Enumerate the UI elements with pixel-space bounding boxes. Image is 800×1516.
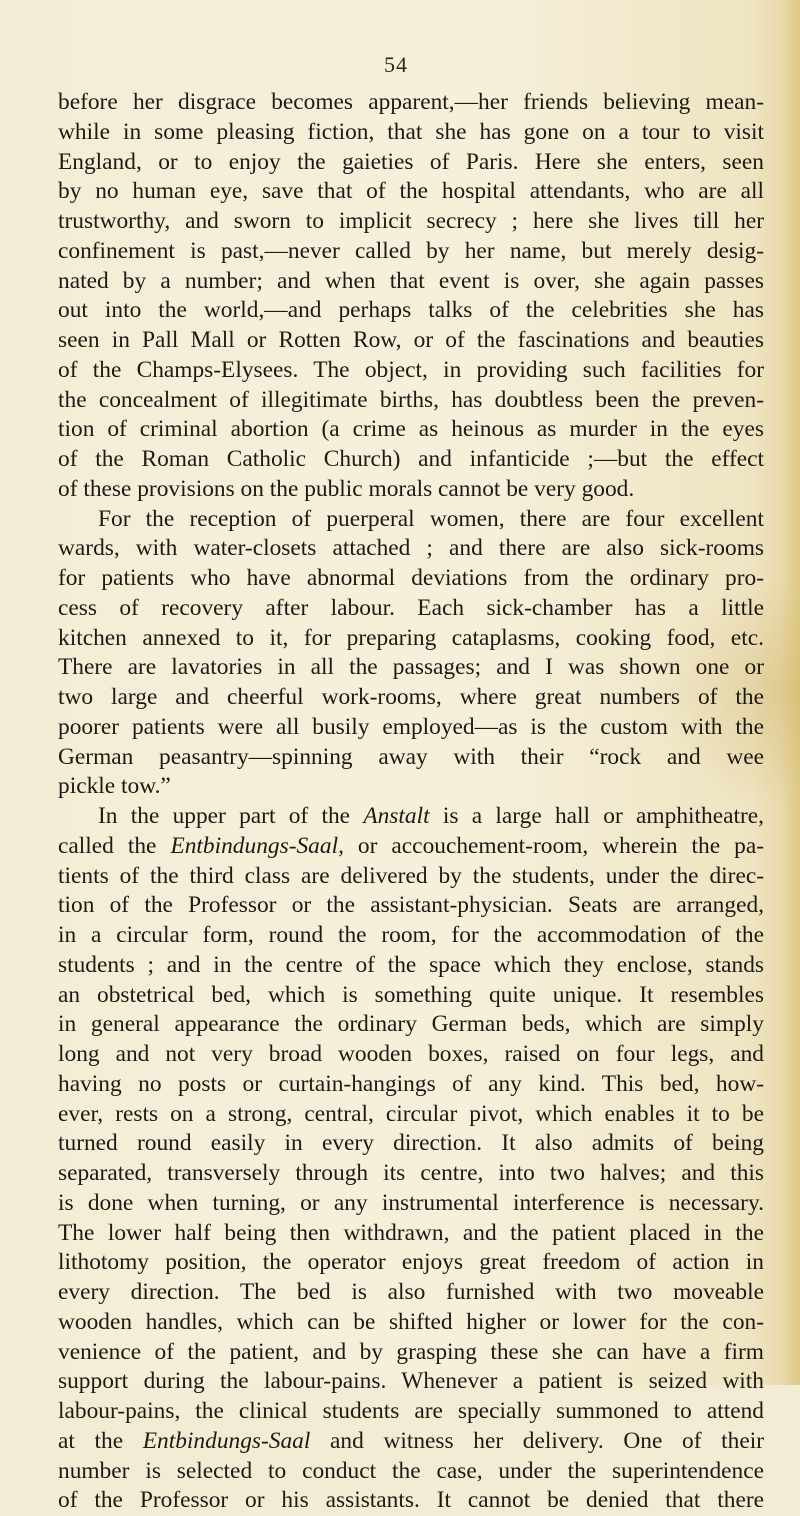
text-line: out into the world,—and perhaps talks of the celebrities she has [58, 297, 764, 324]
text-segment: or accouchement-room, wherein the pa- [343, 832, 764, 859]
text-line: wooden handles, which can be shifted higher or lower for the con- [58, 1308, 764, 1335]
text-line: while in some pleasing fiction, that she has gone on a tour to visit [58, 118, 764, 145]
text-line: every direction. The bed is also furnished with two moveable [58, 1279, 764, 1305]
text-line: kitchen annexed to it, for preparing cataplasms, cooking food, etc. [58, 624, 764, 651]
text-line: nated by a number; and when that event is over, she again passes [58, 267, 764, 294]
text-line: turned round easily in every direction. It also admits of being [58, 1130, 764, 1157]
page-number: 54 [384, 52, 408, 77]
text-line: two large and cheerful work-rooms, where great numbers of the [58, 684, 764, 710]
text-line: of the Roman Catholic Church) and infanticide ;—but the effect [58, 446, 764, 472]
text-line: labour-pains, the clinical students are specially summoned to attend [58, 1398, 764, 1424]
text-line: in general appearance the ordinary German beds, which are simply [58, 1011, 764, 1038]
text-line: tients of the third class are delivered by the students, under the direc- [58, 862, 764, 889]
text-line [58, 802, 764, 832]
text-line: wards, with water-closets attached ; and there are also sick-rooms [58, 535, 764, 562]
text-line: There are lavatories in all the passages; and I was shown one or [58, 654, 764, 681]
italic-term: Anstalt [363, 803, 430, 829]
text-line: the concealment of illegitimate births, has doubtless been the preven- [58, 386, 764, 413]
text-line: For the reception of puerperal women, there are four excellent [98, 505, 764, 532]
text-line: before her disgrace becomes apparent,—her friends believing mean- [58, 89, 764, 115]
text-line: confinement is past,—never called by her name, but merely desig- [58, 237, 764, 264]
text-line: students ; and in the centre of the space which they enclose, stands [58, 951, 764, 978]
text-segment: is a large hall or amphitheatre, [429, 803, 764, 829]
text-line: by no human eye, save that of the hospital attendants, who are all [58, 178, 764, 205]
text-line: support during the labour-pains. Whenever a patient is seized with [58, 1368, 764, 1395]
text-line: tion of criminal abortion (a crime as heinous as murder in the eyes [58, 416, 764, 443]
text-line: separated, transversely through its centre, into two halves; and this [58, 1160, 764, 1186]
text-line: of the Champs-Elysees. The object, in providing such facilities for [58, 356, 764, 383]
text-line: poorer patients were all busily employed—as is the custom with the [58, 713, 764, 740]
text-line: having no posts or curtain-hangings of any kind. This bed, how- [58, 1070, 764, 1097]
text-line: number is selected to conduct the case, under the superintendence [58, 1457, 764, 1484]
text-line: long and not very broad wooden boxes, raised on four legs, and [58, 1041, 764, 1067]
text-line: pickle tow.” [58, 773, 171, 800]
text-line: in a circular form, round the room, for the accommodation of the [58, 922, 764, 948]
text-line: venience of the patient, and by grasping these she can have a firm [58, 1338, 764, 1365]
italic-term: Entbindungs-Saal [142, 1427, 311, 1454]
text-line: of these provisions on the public morals cannot be very good. [58, 475, 635, 502]
text-line [58, 832, 764, 862]
text-segment: at the [58, 1427, 143, 1454]
text-line: of the Professor or his assistants. It cannot be denied that there [58, 1487, 764, 1514]
text-segment: and witness her delivery. One of their [310, 1427, 764, 1454]
text-line: The lower half being then withdrawn, and the patient placed in the [58, 1219, 764, 1246]
text-line [58, 1427, 764, 1457]
text-line: German peasantry—spinning away with their “rock and wee [58, 743, 764, 770]
body-text [58, 88, 764, 1516]
page-edge-stain [782, 0, 800, 1385]
text-line: ever, rests on a strong, central, circular pivot, which enables it to be [58, 1100, 764, 1127]
italic-term: Entbindungs-Saal, [170, 832, 344, 859]
text-line: for patients who have abnormal deviations from the ordinary pro- [58, 565, 764, 591]
text-segment: called the [58, 832, 171, 859]
text-line: cess of recovery after labour. Each sick-chamber has a little [58, 594, 764, 621]
text-line: tion of the Professor or the assistant-physician. Seats are arranged, [58, 892, 764, 919]
text-line: an obstetrical bed, which is something quite unique. It resembles [58, 981, 764, 1008]
text-line: trustworthy, and sworn to implicit secrecy ; here she lives till her [58, 208, 764, 234]
text-line: England, or to enjoy the gaieties of Paris. Here she enters, seen [58, 148, 764, 175]
text-segment: In the upper part of the [98, 803, 364, 829]
text-line: lithotomy position, the operator enjoys great freedom of action in [58, 1249, 764, 1276]
text-line: is done when turning, or any instrumental interference is necessary. [58, 1189, 764, 1216]
text-line: seen in Pall Mall or Rotten Row, or of the fascinations and beauties [58, 327, 764, 353]
